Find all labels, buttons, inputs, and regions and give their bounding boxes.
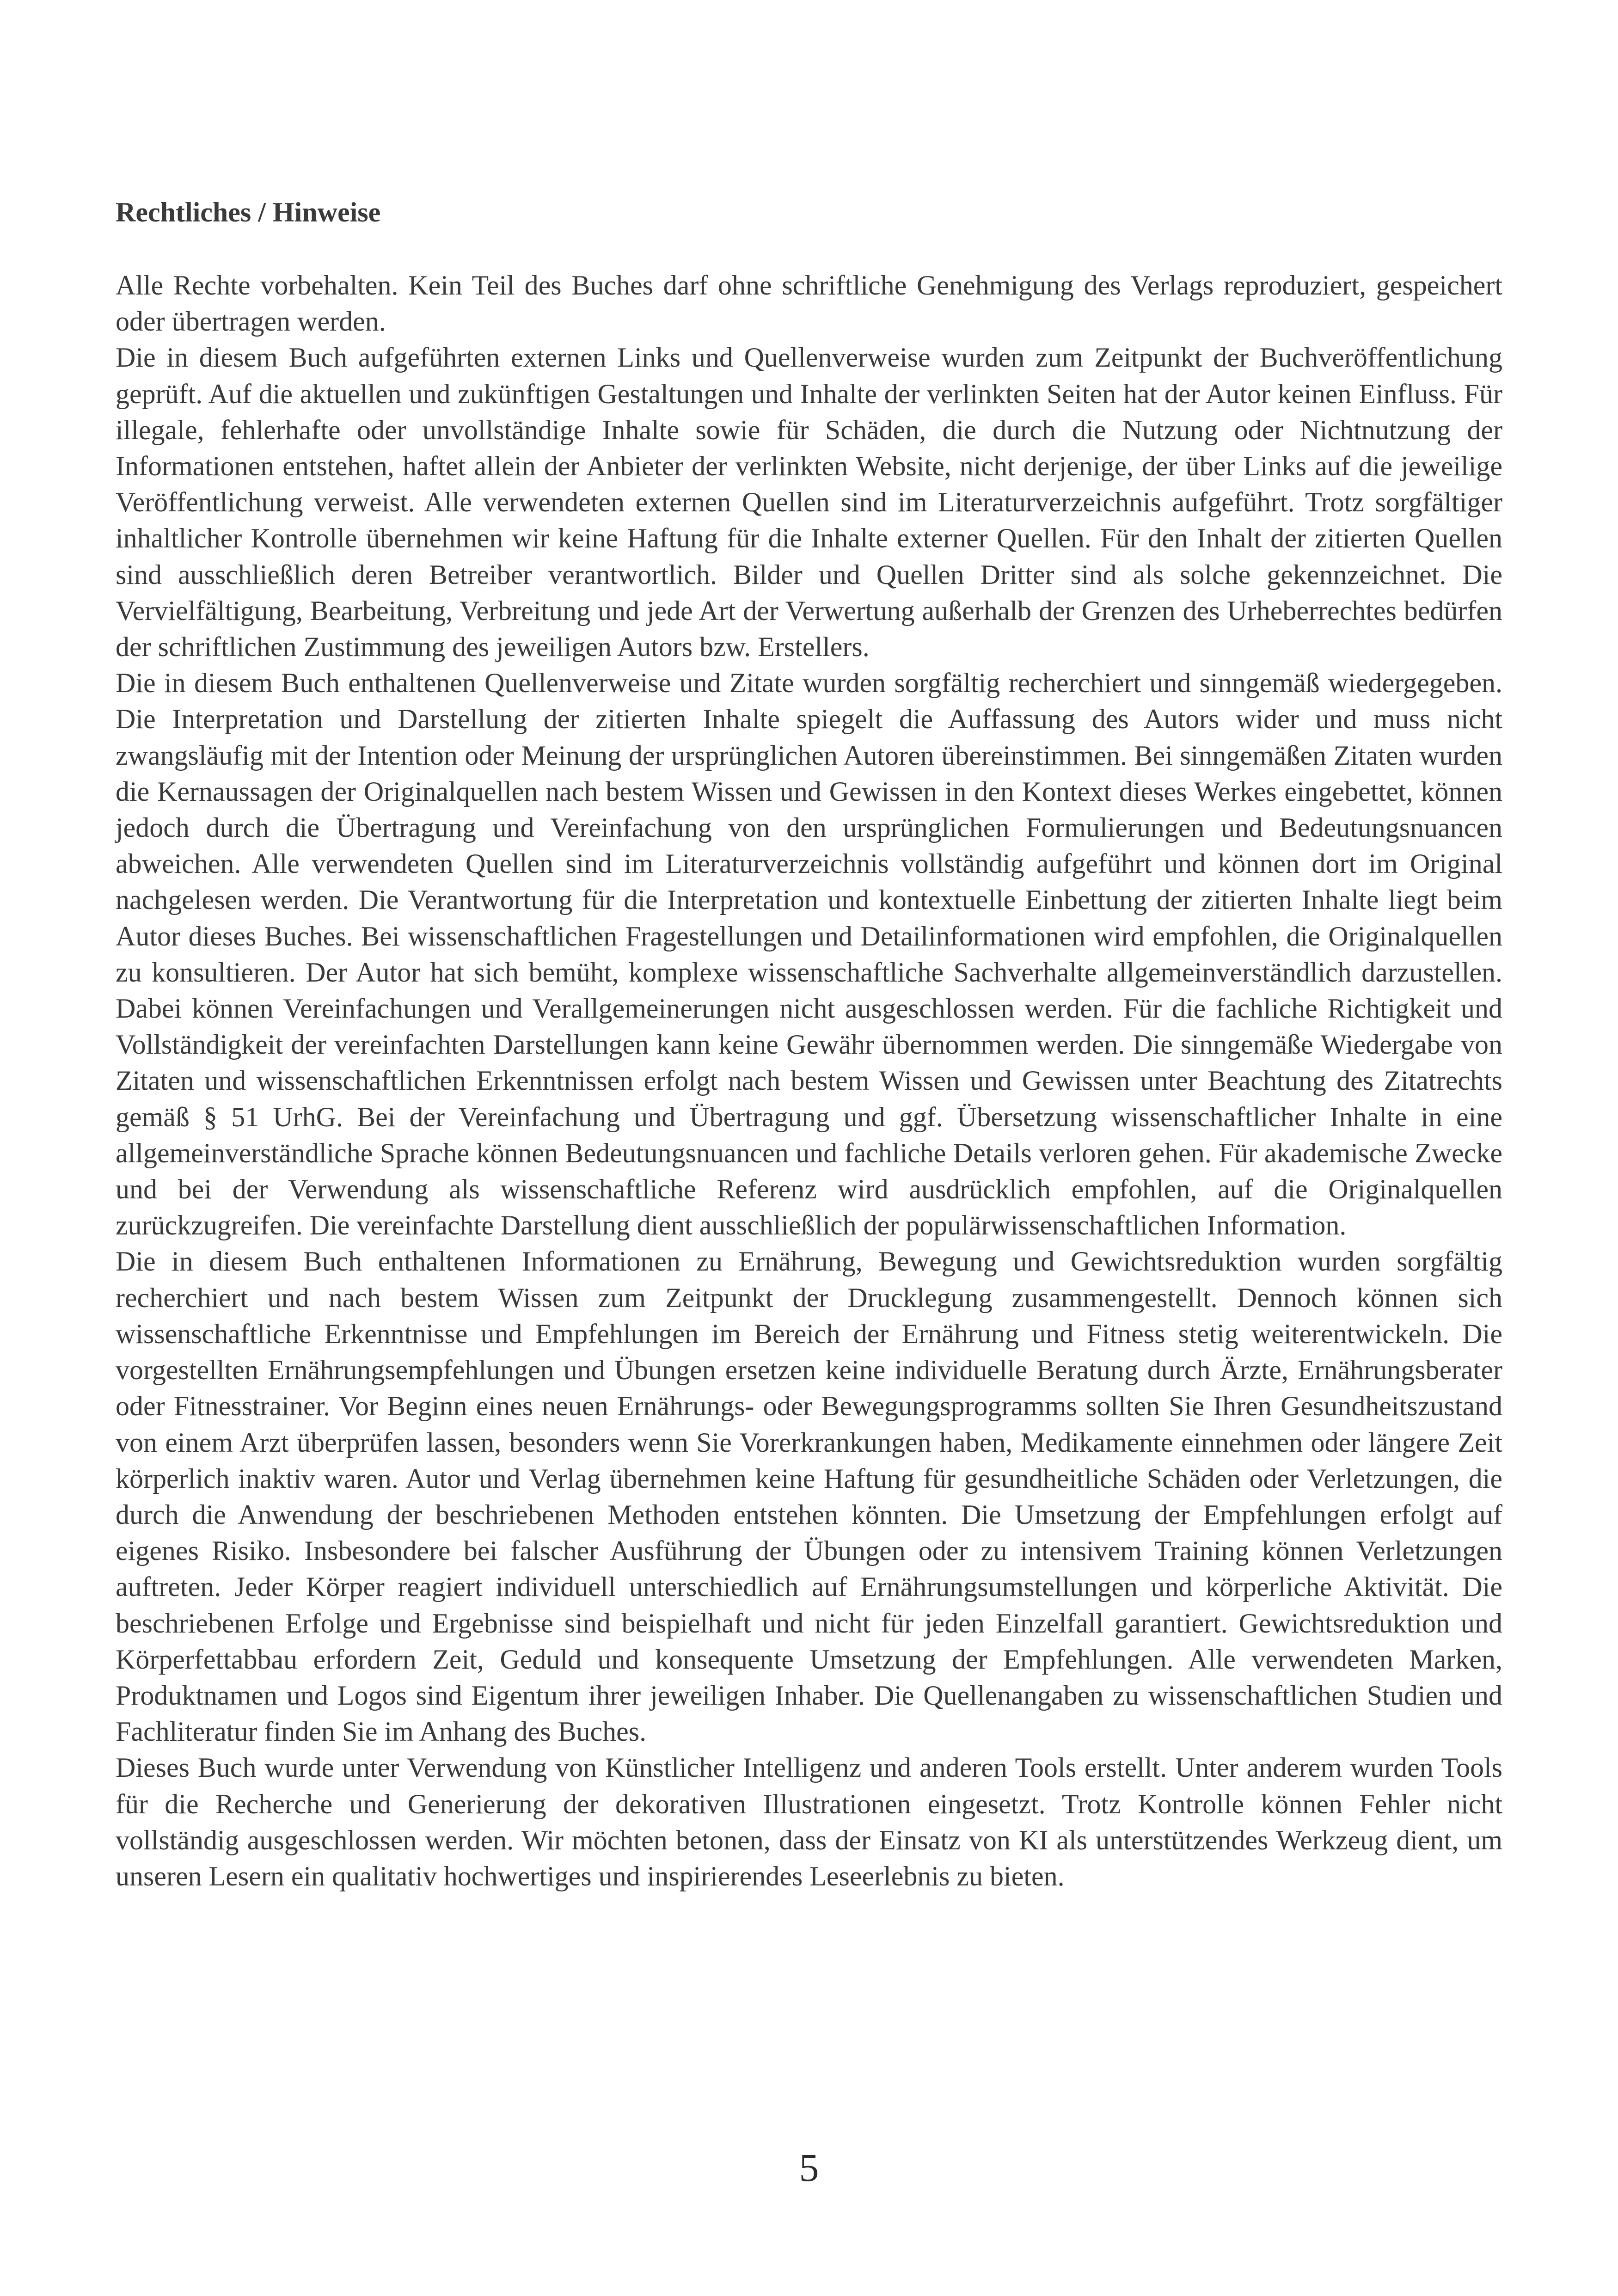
paragraph-ai-notice: Dieses Buch wurde unter Verwendung von Künstlicher Intelligenz und anderen Tools erstellt. Unter anderem wurden Tools für die Recherche und Generierung der dekorativen Illustrationen eingesetzt. Trotz Kontrolle können Fehler nicht vollständig ausgeschlossen werden. Wir möchten betonen, dass der Einsatz von KI als unterstützendes Werkzeug dient, um unseren Lesern ein qualitativ hochwertiges und inspirierendes Leseerlebnis zu bieten. — [116, 1752, 1502, 1891]
page-content — [116, 194, 1502, 1894]
paragraph-citations: Die in diesem Buch enthaltenen Quellenverweise und Zitate wurden sorgfältig recherchiert und sinngemäß wiedergegeben. Die Interpretation und Darstellung der zitierten Inhalte spiegelt die Auffassung des Autors wider und muss nicht zwangsläufig mit der Intention oder Meinung der ursprünglichen Autoren übereinstimmen. Bei sinngemäßen Zitaten wurden die Kernaussagen der Originalquellen nach bestem Wissen und Gewissen in den Kontext dieses Werkes eingebettet, können jedoch durch die Übertragung und Vereinfachung von den ursprünglichen Formulierungen und Bedeutungsnuancen abweichen. Alle verwendeten Quellen sind im Literaturverzeichnis vollständig aufgeführt und können dort im Original nachgelesen werden. Die Verantwortung für die Interpretation und kontextuelle Einbettung der zitierten Inhalte liegt beim Autor dieses Buches. Bei wissenschaftlichen Fragestellungen und Detailinformationen wird empfohlen, die Originalquellen zu konsultieren. Der Autor hat sich bemüht, komplexe wissenschaftliche Sachverhalte allgemeinverständlich darzustellen. Dabei können Vereinfachungen und Verallgemeinerungen nicht ausgeschlossen werden. Für die fachliche Richtigkeit und Vollständigkeit der vereinfachten Darstellungen kann keine Gewähr übernommen werden. Die sinngemäße Wiedergabe von Zitaten und wissenschaftlichen Erkenntnissen erfolgt nach bestem Wissen und Gewissen unter Beachtung des Zitatrechts gemäß § 51 UrhG. Bei der Vereinfachung und Übertragung und ggf. Übersetzung wissenschaftlicher Inhalte in eine allgemeinverständliche Sprache können Bedeutungsnuancen und fachliche Details verloren gehen. Für akademische Zwecke und bei der Verwendung als wissenschaftliche Referenz wird ausdrücklich empfohlen, auf die Originalquellen zurückzugreifen. Die vereinfachte Darstellung dient ausschließlich der populärwissenschaftlichen Information. — [116, 668, 1502, 1241]
paragraph-health-disclaimer: Die in diesem Buch enthaltenen Informationen zu Ernährung, Bewegung und Gewichtsreduktion wurden sorgfältig recherchiert und nach bestem Wissen zum Zeitpunkt der Drucklegung zusammengestellt. Dennoch können sich wissenschaftliche Erkenntnisse und Empfehlungen im Bereich der Ernährung und Fitness stetig weiterentwickeln. Die vorgestellten Ernährungsempfehlungen und Übungen ersetzen keine individuelle Beratung durch Ärzte, Ernährungsberater oder Fitnesstrainer. Vor Beginn eines neuen Ernährungs- oder Bewegungsprogramms sollten Sie Ihren Gesundheitszustand von einem Arzt überprüfen lassen, besonders wenn Sie Vorerkrankungen haben, Medikamente einnehmen oder längere Zeit körperlich inaktiv waren. Autor und Verlag übernehmen keine Haftung für gesundheitliche Schäden oder Verletzungen, die durch die Anwendung der beschriebenen Methoden entstehen könnten. Die Umsetzung der Empfehlungen erfolgt auf eigenes Risiko. Insbesondere bei falscher Ausführung der Übungen oder zu intensivem Training können Verletzungen auftreten. Jeder Körper reagiert individuell unterschiedlich auf Ernährungsumstellungen und körperliche Aktivität. Die beschriebenen Erfolge und Ergebnisse sind beispielhaft und nicht für jeden Einzelfall garantiert. Gewichtsreduktion und Körperfettabbau erfordern Zeit, Geduld und konsequente Umsetzung der Empfehlungen. Alle verwendeten Marken, Produktnamen und Logos sind Eigentum ihrer jeweiligen Inhaber. Die Quellenangaben zu wissenschaftlichen Studien und Fachliteratur finden Sie im Anhang des Buches. — [116, 1246, 1502, 1747]
page-number: 5 — [799, 2145, 819, 2190]
paragraph-copyright: Alle Rechte vorbehalten. Kein Teil des Buches darf ohne schriftliche Genehmigung des Verlags reproduziert, gespeichert oder übertragen werden. — [116, 270, 1502, 337]
section-heading: Rechtliches / Hinweise — [116, 197, 381, 227]
paragraph-external-links: Die in diesem Buch aufgeführten externen Links und Quellenverweise wurden zum Zeitpunkt der Buchveröffentlichung geprüft. Auf die aktuellen und zukünftigen Gestaltungen und Inhalte der verlinkten Seiten hat der Autor keinen Einfluss. Für illegale, fehlerhafte oder unvollständige Inhalte sowie für Schäden, die durch die Nutzung oder Nichtnutzung der Informationen entstehen, haftet allein der Anbieter der verlinkten Website, nicht derjenige, der über Links auf die jeweilige Veröffentlichung verweist. Alle verwendeten externen Quellen sind im Literaturverzeichnis aufgeführt. Trotz sorgfältiger inhaltlicher Kontrolle übernehmen wir keine Haftung für die Inhalte externer Quellen. Für den Inhalt der zitierten Quellen sind ausschließlich deren Betreiber verantwortlich. Bilder und Quellen Dritter sind als solche gekennzeichnet. Die Vervielfältigung, Bearbeitung, Verbreitung und jede Art der Verwertung außerhalb der Grenzen des Urheberrechtes bedürfen der schriftlichen Zustimmung des jeweiligen Autors bzw. Erstellers. — [116, 342, 1502, 663]
